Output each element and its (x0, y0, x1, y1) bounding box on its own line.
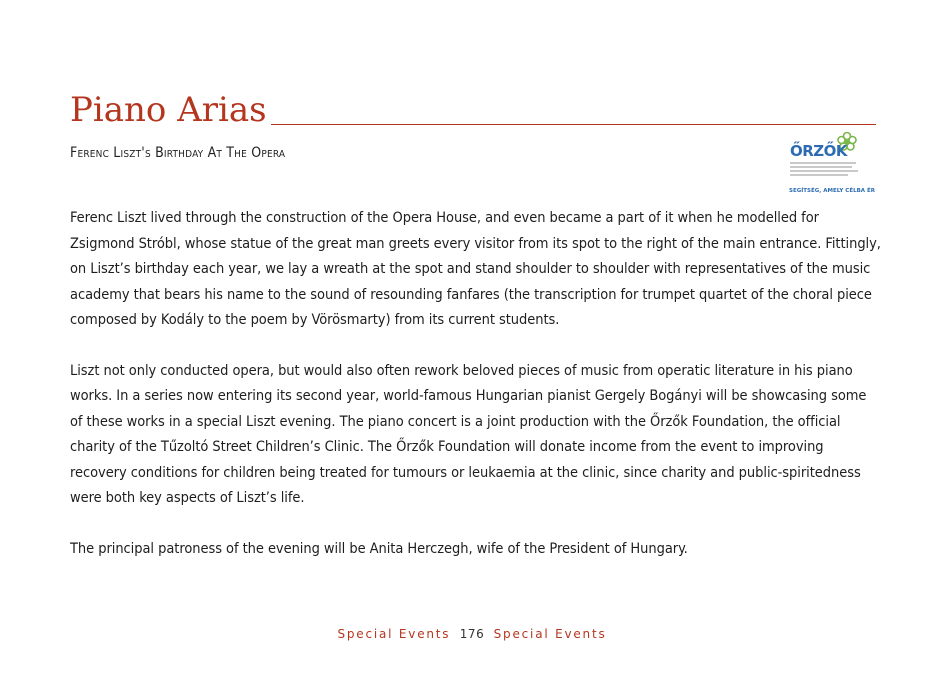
footer-section-label-left: Special Events (337, 627, 451, 641)
paragraph: Liszt not only conducted opera, but would also often rework beloved pieces of music from operatic literature in his piano works. In a series now entering its second year, world-famous Hungarian pianist Gergely Bogányi will be showcasing some of these works in a special Liszt evening. The piano concert is a joint production with the Őrzők Foundation, the official charity of the Tűzoltó Street Children’s Clinic. The Őrzők Foundation will donate income from the event to improving recovery conditions for children being treated for tumours or leukaemia at the clinic, since charity and public-spiritedness were both key aspects of Liszt’s life. (70, 362, 867, 506)
article-body (70, 206, 882, 587)
title-rule (271, 124, 876, 125)
page-footer (0, 627, 944, 641)
page-number: 176 (459, 627, 485, 641)
logo-tagline: SEGÍTSÉG, AMELY CÉLBA ÉR (789, 188, 875, 194)
title-row (70, 88, 876, 132)
paragraph: The principal patroness of the evening will be Anita Herczegh, wife of the President of Hungary. (70, 540, 688, 557)
paragraph: Ferenc Liszt lived through the construction of the Opera House, and even became a part of it when he modelled for Zsigmond Stróbl, whose statue of the great man greets every visitor from its spot to the right of the main entrance. Fittingly, on Liszt’s birthday each year, we lay a wreath at the spot and stand shoulder to shoulder with representatives of the music academy that bears his name to the sound of resounding fanfares (the transcription for trumpet quartet of the choral piece composed by Kodály to the poem by Vörösmarty) from its current students. (70, 210, 881, 328)
footer-section-label-right: Special Events (493, 627, 607, 641)
logo-fine-print (790, 162, 860, 178)
orzok-foundation-logo (784, 130, 876, 200)
page-title: Piano Arias (70, 90, 267, 130)
page-subtitle: Ferenc Liszt's Birthday At The Opera (70, 145, 286, 161)
logo-name: ŐRZŐK (790, 142, 848, 160)
